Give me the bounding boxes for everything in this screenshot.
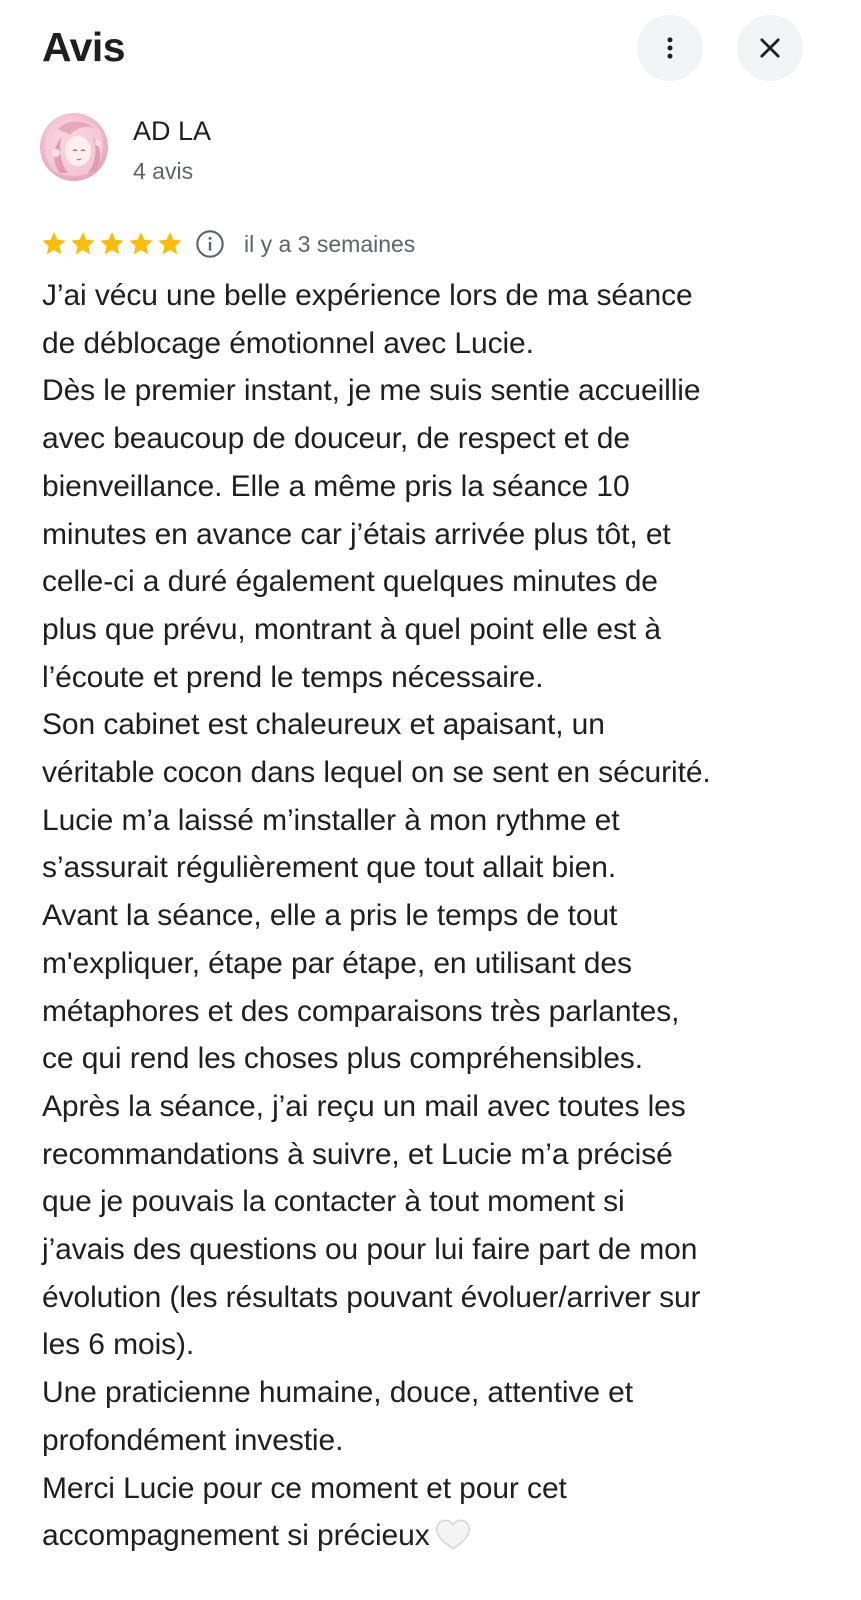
- review-line: Son cabinet est chaleureux et apaisant, un: [42, 708, 605, 742]
- review-line: Avant la séance, elle a pris le temps de tout: [42, 899, 618, 933]
- star-icon: [156, 230, 184, 258]
- close-icon: [756, 34, 784, 62]
- panel-header: [0, 0, 861, 100]
- review-line: l’écoute et prend le temps nécessaire.: [42, 660, 544, 694]
- review-line: Après la séance, j’ai reçu un mail avec toutes les: [42, 1089, 686, 1123]
- page-title: Avis: [42, 24, 126, 70]
- review-line: j’avais des questions ou pour lui faire part de mon: [42, 1233, 698, 1267]
- review-line: avec beaucoup de douceur, de respect et de: [42, 422, 630, 456]
- white-heart-icon: [434, 1517, 472, 1551]
- more-vertical-icon: [655, 33, 685, 63]
- profile-avatar: [40, 113, 108, 181]
- close-button[interactable]: [737, 15, 803, 81]
- review-line: évolution (les résultats pouvant évoluer/arriver sur: [42, 1280, 701, 1314]
- review-line: profondément investie.: [42, 1423, 344, 1457]
- review-line: accompagnement si précieux: [42, 1519, 430, 1553]
- review-line: bienveillance. Elle a même pris la séance 10: [42, 469, 630, 503]
- star-icon: [40, 230, 68, 258]
- review-line: véritable cocon dans lequel on se sent en sécurité.: [42, 756, 711, 790]
- review-date: il y a 3 semaines: [244, 230, 416, 257]
- review-line-last: [42, 1512, 822, 1560]
- reviewer-name[interactable]: AD LA: [133, 116, 212, 146]
- reviewer-header: [0, 108, 861, 198]
- reviewer-review-count: 4 avis: [133, 158, 194, 184]
- review-line: de déblocage émotionnel avec Lucie.: [42, 326, 534, 360]
- review-line: celle-ci a duré également quelques minutes de: [42, 565, 658, 599]
- info-icon: [194, 228, 226, 260]
- review-line: Dès le premier instant, je me suis sentie accueillie: [42, 374, 701, 408]
- review-line: les 6 mois).: [42, 1328, 195, 1362]
- rating-row: [40, 224, 415, 264]
- review-line: s’assurait régulièrement que tout allait bien.: [42, 851, 617, 885]
- review-text: [42, 272, 822, 1560]
- review-line: Merci Lucie pour ce moment et pour cet: [42, 1471, 567, 1505]
- review-line: Une praticienne humaine, douce, attentive et: [42, 1376, 633, 1410]
- review-line: métaphores et des comparaisons très parlantes,: [42, 994, 680, 1028]
- review-line: J’ai vécu une belle expérience lors de ma séance: [42, 279, 693, 312]
- review-line: recommandations à suivre, et Lucie m’a précisé: [42, 1137, 673, 1171]
- star-icon: [69, 230, 97, 258]
- review-line: Lucie m’a laissé m’installer à mon rythme et: [42, 803, 620, 837]
- review-line: minutes en avance car j’étais arrivée plus tôt, et: [42, 517, 671, 551]
- review-line: m'expliquer, étape par étape, en utilisant des: [42, 946, 632, 980]
- info-button[interactable]: [194, 228, 226, 260]
- avatar[interactable]: [40, 113, 108, 181]
- review-line: plus que prévu, montrant à quel point elle est à: [42, 612, 661, 646]
- review-line: ce qui rend les choses plus compréhensibles.: [42, 1042, 643, 1076]
- more-options-button[interactable]: [637, 15, 703, 81]
- star-icon: [98, 230, 126, 258]
- review-line: que je pouvais la contacter à tout moment si: [42, 1185, 625, 1219]
- star-rating: [40, 230, 184, 258]
- star-icon: [127, 230, 155, 258]
